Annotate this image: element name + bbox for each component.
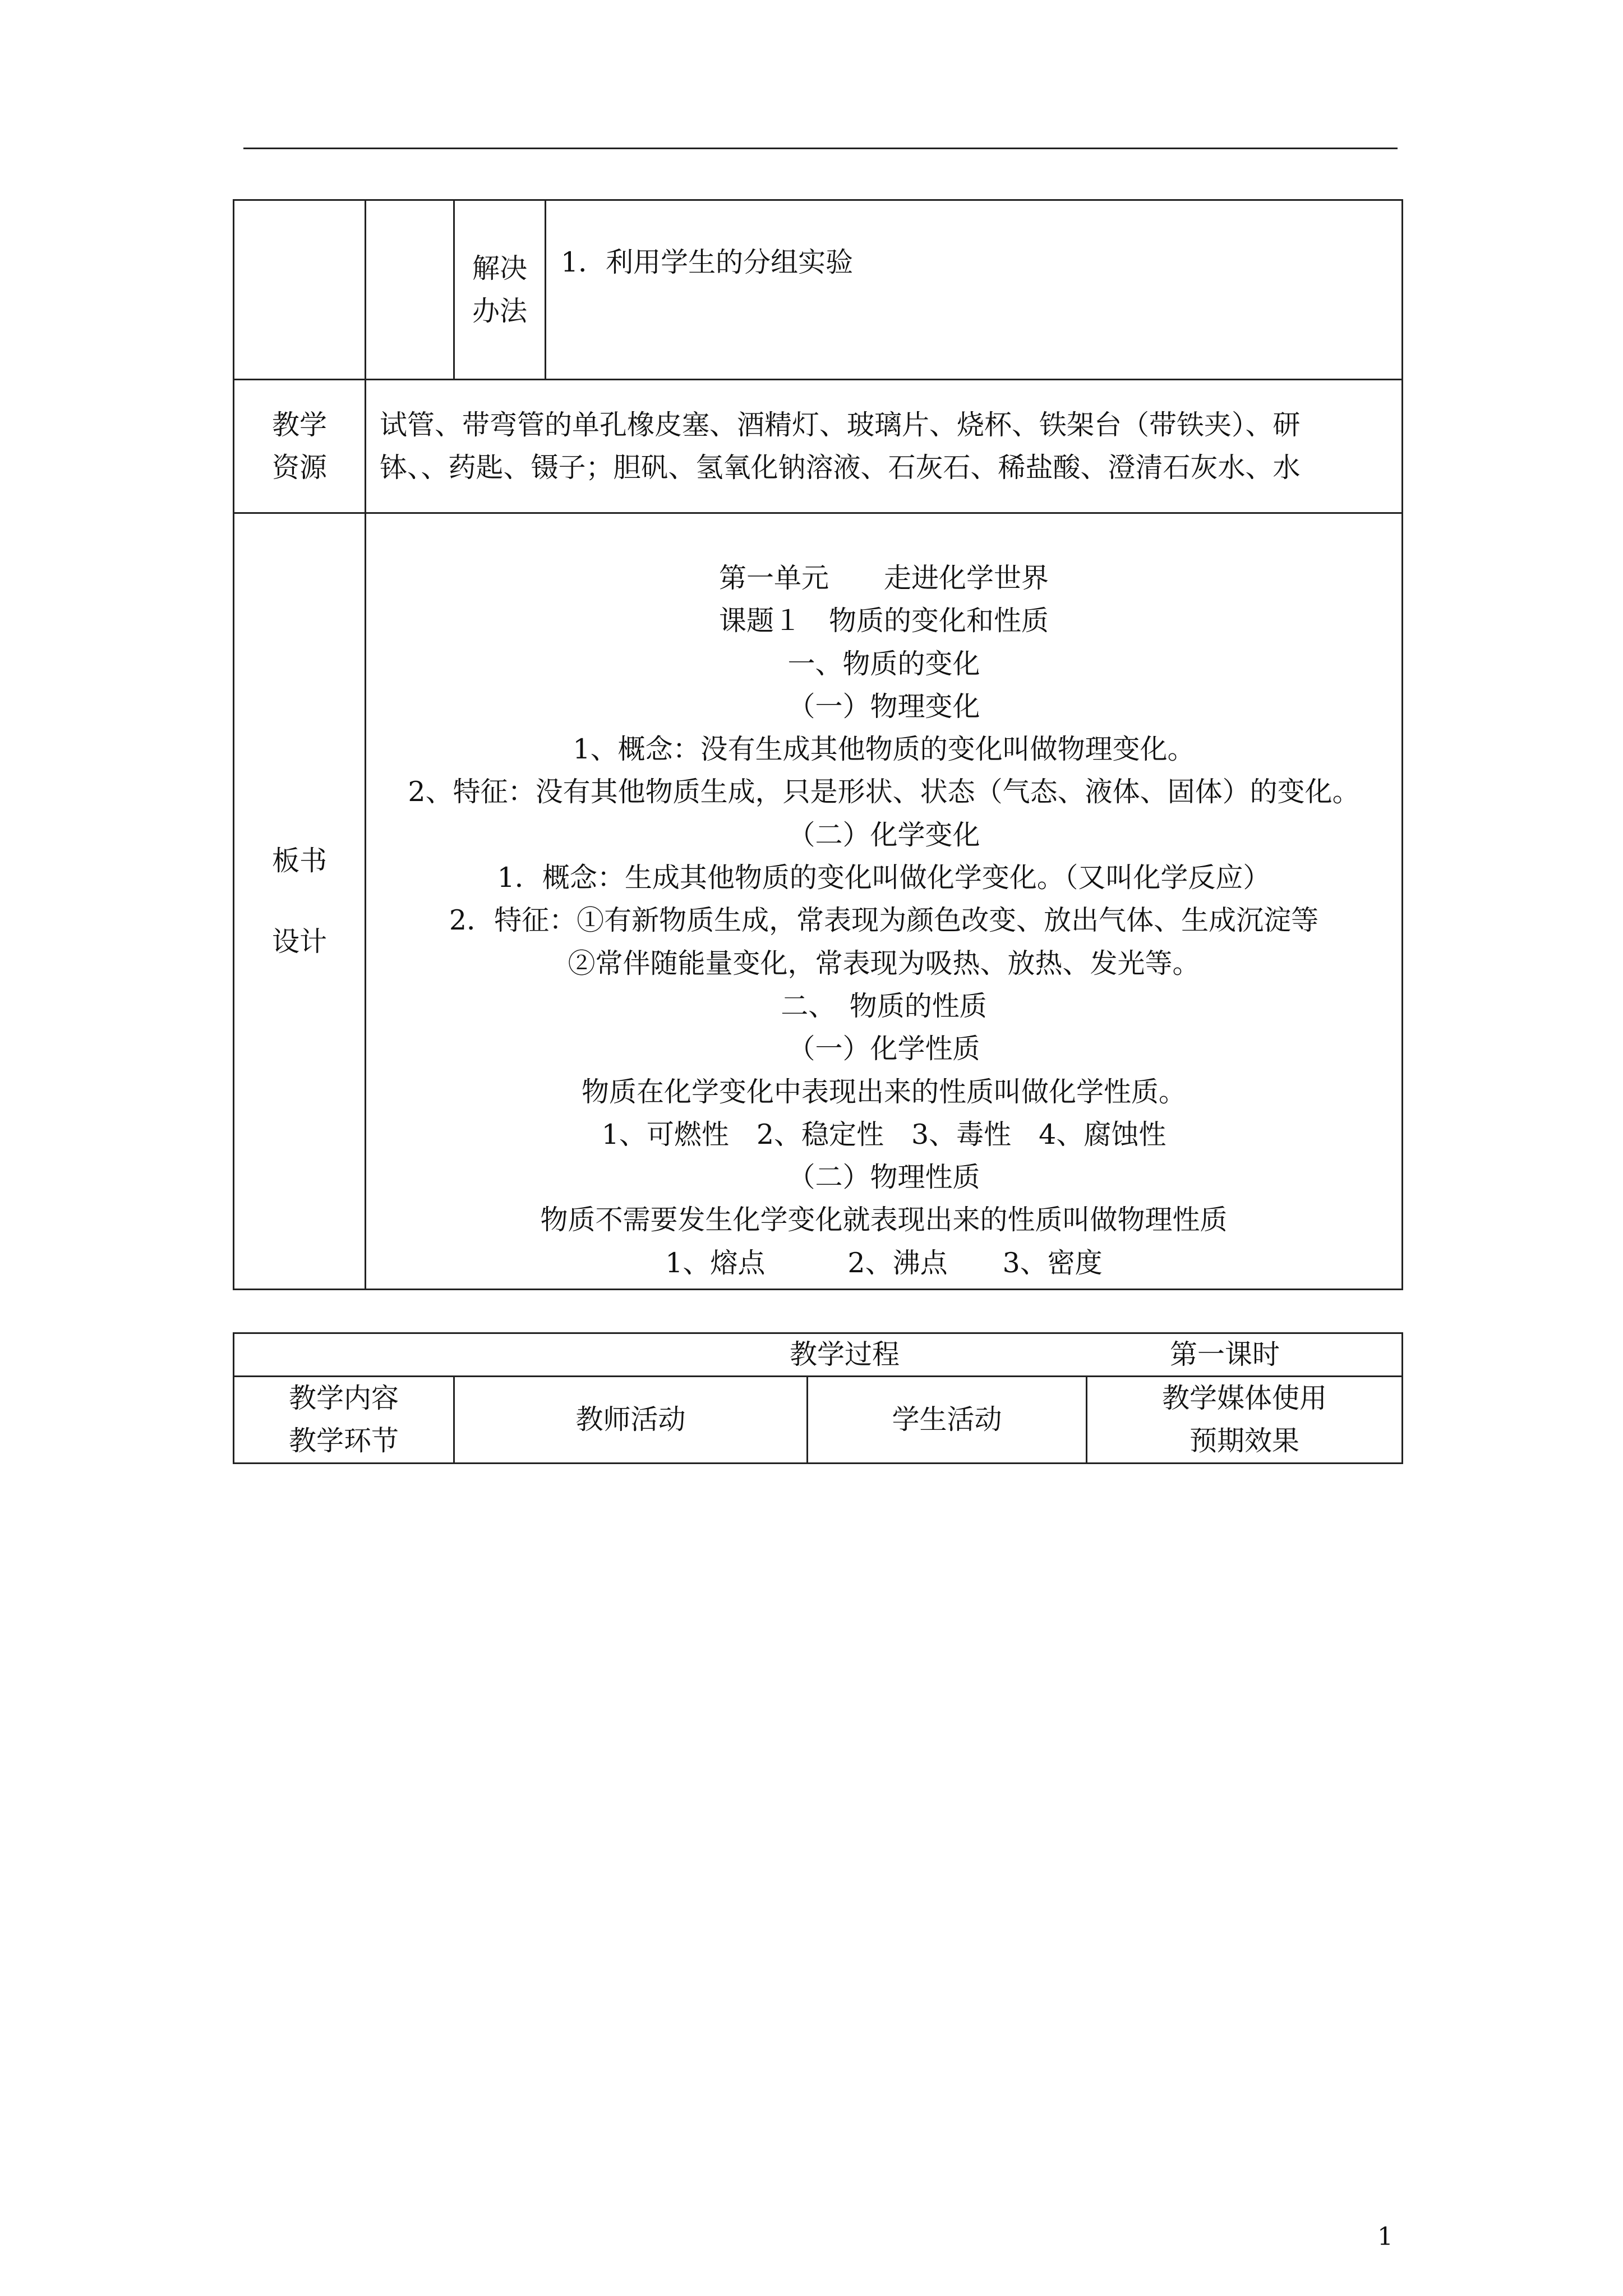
process-title: 教学过程 bbox=[790, 1338, 900, 1370]
header-media-effect bbox=[1087, 1377, 1403, 1464]
process-title-cell bbox=[234, 1333, 1403, 1377]
board-line: （一）化学性质 bbox=[787, 1033, 980, 1065]
resources-text-line2: 钵、、药匙、镊子；胆矾、氢氧化钠溶液、石灰石、稀盐酸、澄清石灰水、水 bbox=[380, 451, 1301, 484]
solution-row bbox=[234, 200, 1403, 380]
board-line: 1．概念：生成其他物质的变化叫做化学变化。（又叫化学反应） bbox=[497, 862, 1271, 894]
solution-label-line1: 解决 bbox=[472, 252, 527, 284]
resources-label-line2: 资源 bbox=[271, 451, 327, 484]
resources-label-line1: 教学 bbox=[271, 408, 327, 441]
board-design-label bbox=[234, 513, 366, 1290]
board-line: 1、可燃性 2、稳定性 3、毒性 4、腐蚀性 bbox=[601, 1118, 1166, 1151]
lesson-plan-table bbox=[233, 199, 1403, 1290]
board-label-line1: 板书 bbox=[271, 844, 327, 877]
solution-label bbox=[454, 200, 546, 380]
resources-label bbox=[234, 380, 366, 513]
process-title-row bbox=[234, 1333, 1403, 1377]
solution-text: 1．利用学生的分组实验 bbox=[546, 200, 1403, 380]
board-heading-topic: 课题１ 物质的变化和性质 bbox=[718, 605, 1049, 637]
header-col1-line1: 教学内容 bbox=[288, 1382, 399, 1414]
board-line: 一、物质的变化 bbox=[787, 647, 980, 680]
board-design-row bbox=[234, 513, 1403, 1290]
board-line: （二）物理性质 bbox=[787, 1161, 980, 1194]
resources-text-line1: 试管、带弯管的单孔橡皮塞、酒精灯、玻璃片、烧杯、铁架台（带铁夹）、研 bbox=[380, 408, 1301, 441]
board-line: 1、熔点 2、沸点 3、密度 bbox=[665, 1246, 1103, 1279]
board-line: 2、特征：没有其他物质生成，只是形状、状态（气态、液体、固体）的变化。 bbox=[408, 776, 1360, 808]
board-line: 物质在化学变化中表现出来的性质叫做化学性质。 bbox=[581, 1075, 1186, 1108]
empty-cell bbox=[366, 200, 454, 380]
header-teacher-activity: 教师活动 bbox=[454, 1377, 808, 1464]
process-header-row bbox=[234, 1377, 1403, 1464]
header-student-activity: 学生活动 bbox=[808, 1377, 1087, 1464]
board-design-content bbox=[366, 513, 1403, 1290]
board-line: 二、 物质的性质 bbox=[781, 990, 987, 1022]
board-heading-unit: 第一单元 走进化学世界 bbox=[718, 562, 1049, 594]
board-line: （二）化学变化 bbox=[787, 818, 980, 851]
resources-row bbox=[234, 380, 1403, 513]
board-line: 物质不需要发生化学变化就表现出来的性质叫做物理性质 bbox=[540, 1204, 1228, 1236]
header-col1-line2: 教学环节 bbox=[288, 1425, 399, 1457]
header-col4-line2: 预期效果 bbox=[1189, 1425, 1299, 1457]
board-line: （一）物理变化 bbox=[787, 690, 980, 723]
header-content-stage bbox=[234, 1377, 454, 1464]
board-line: ②常伴随能量变化，常表现为吸热、放热、发光等。 bbox=[568, 947, 1200, 979]
empty-cell bbox=[234, 200, 366, 380]
header-col4-line1: 教学媒体使用 bbox=[1161, 1382, 1327, 1414]
teaching-process-table bbox=[233, 1332, 1403, 1464]
header-rule bbox=[243, 148, 1398, 149]
page-number: 1 bbox=[1377, 2223, 1393, 2251]
resources-text bbox=[366, 380, 1403, 513]
board-label-line2: 设计 bbox=[271, 925, 327, 958]
board-line: 1、概念：没有生成其他物质的变化叫做物理变化。 bbox=[573, 733, 1195, 766]
board-line: 2．特征：①有新物质生成，常表现为颜色改变、放出气体、生成沉淀等 bbox=[449, 904, 1319, 937]
solution-label-line2: 办法 bbox=[472, 295, 527, 327]
lesson-period: 第一课时 bbox=[1170, 1338, 1280, 1370]
